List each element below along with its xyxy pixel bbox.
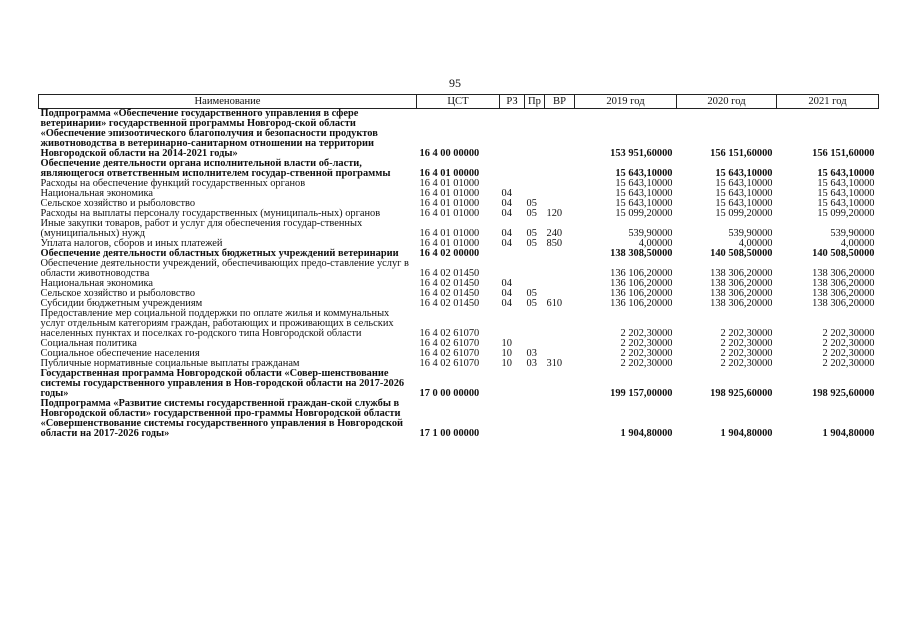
cell-2020: 2 202,30000 — [720, 348, 773, 359]
cell-cst: 16 4 01 01000 — [419, 208, 480, 219]
cell-cst: 16 4 02 00000 — [419, 248, 480, 259]
cell-name: Обеспечение деятельности учреждений, обеспечивающих предо-ставление услуг в области животноводства — [40, 258, 409, 279]
cell-cst: 16 4 02 61070 — [419, 338, 480, 349]
table-row — [39, 259, 879, 279]
cell-rz: 04 — [501, 238, 512, 249]
cell-cst: 16 4 01 01000 — [419, 188, 480, 199]
cell-pr: 05 — [526, 228, 537, 239]
cell-2021: 15 643,10000 — [817, 188, 875, 199]
cell-cst: 17 0 00 00000 — [419, 388, 480, 399]
cell-2021: 2 202,30000 — [822, 328, 875, 339]
cell-2020: 138 306,20000 — [710, 268, 773, 279]
cell-2020: 2 202,30000 — [720, 358, 773, 369]
cell-vr: 610 — [546, 298, 563, 309]
cell-rz — [500, 369, 525, 399]
cell-vr: 240 — [546, 228, 563, 239]
header-vr: ВР — [545, 95, 575, 109]
cell-pr — [525, 259, 545, 279]
cell-pr: 05 — [526, 208, 537, 219]
cell-pr — [525, 159, 545, 179]
header-2020: 2020 год — [677, 95, 777, 109]
cell-cst: 16 4 02 01450 — [419, 278, 480, 289]
cell-name: Уплата налогов, сборов и иных платежей — [40, 238, 223, 249]
table-header-row — [39, 95, 879, 109]
cell-cst: 16 4 01 01000 — [419, 238, 480, 249]
cell-2020: 138 306,20000 — [710, 288, 773, 299]
cell-name: Социальная политика — [40, 338, 137, 349]
cell-vr — [545, 309, 575, 339]
cell-2021: 138 306,20000 — [812, 288, 875, 299]
header-pr: Пр — [525, 95, 545, 109]
header-name: Наименование — [39, 95, 417, 109]
cell-cst: 16 4 01 01000 — [419, 228, 480, 239]
cell-2019: 15 643,10000 — [615, 188, 673, 199]
cell-2019: 15 643,10000 — [615, 198, 673, 209]
cell-2020: 156 151,60000 — [710, 148, 773, 159]
cell-2020: 15 643,10000 — [715, 168, 773, 179]
cell-2021: 156 151,60000 — [812, 148, 875, 159]
cell-cst: 16 4 01 01000 — [419, 198, 480, 209]
cell-2019: 136 106,20000 — [610, 278, 673, 289]
cell-2019: 136 106,20000 — [610, 298, 673, 309]
cell-cst: 16 4 01 00000 — [419, 168, 480, 179]
table-row — [39, 309, 879, 339]
cell-2021: 15 643,10000 — [817, 178, 875, 189]
cell-rz: 04 — [501, 298, 512, 309]
cell-vr — [545, 249, 575, 259]
cell-2021: 198 925,60000 — [812, 388, 875, 399]
cell-name: Сельское хозяйство и рыболовство — [40, 288, 196, 299]
cell-name: Подпрограмма «Развитие системы государственной граждан-ской службы в Новгородской области» государственной про-граммы Новгородской области «Совершенствование системы государственного управления в Новгородской области на 2017-2026 годы» — [40, 398, 403, 439]
cell-2019: 4,00000 — [638, 238, 673, 249]
cell-vr — [545, 399, 575, 439]
cell-name: Публичные нормативные социальные выплаты гражданам — [40, 358, 300, 369]
cell-rz: 04 — [501, 198, 512, 209]
cell-name: Обеспечение деятельности органа исполнительной власти об-ласти, являющегося ответственным исполнителем государ-ственной программы — [40, 158, 391, 179]
cell-2019: 2 202,30000 — [620, 358, 673, 369]
cell-vr — [545, 179, 575, 189]
cell-2021: 2 202,30000 — [822, 358, 875, 369]
cell-2019: 15 643,10000 — [615, 178, 673, 189]
cell-2020: 15 643,10000 — [715, 188, 773, 199]
cell-cst: 16 4 02 01450 — [419, 268, 480, 279]
cell-vr — [545, 339, 575, 349]
cell-2020: 539,90000 — [728, 228, 773, 239]
cell-vr: 850 — [546, 238, 563, 249]
cell-2020: 1 904,80000 — [720, 428, 773, 439]
cell-name: Сельское хозяйство и рыболовство — [40, 198, 196, 209]
cell-2019: 2 202,30000 — [620, 338, 673, 349]
cell-2019: 136 106,20000 — [610, 268, 673, 279]
cell-2019: 153 951,60000 — [610, 148, 673, 159]
cell-2019: 2 202,30000 — [620, 348, 673, 359]
cell-2021: 2 202,30000 — [822, 348, 875, 359]
cell-2021: 539,90000 — [830, 228, 875, 239]
cell-2021: 15 099,20000 — [817, 208, 875, 219]
cell-name: Обеспечение деятельности областных бюджетных учреждений ветеринарии — [40, 248, 399, 259]
cell-pr — [525, 249, 545, 259]
cell-pr — [525, 179, 545, 189]
budget-table — [38, 94, 879, 439]
cell-vr — [545, 279, 575, 289]
cell-vr: 310 — [546, 358, 563, 369]
cell-pr: 05 — [526, 198, 537, 209]
cell-2021: 138 306,20000 — [812, 278, 875, 289]
table-row — [39, 109, 879, 160]
cell-2021: 2 202,30000 — [822, 338, 875, 349]
cell-2021: 15 643,10000 — [817, 168, 875, 179]
cell-cst: 16 4 02 61070 — [419, 348, 480, 359]
cell-name: Расходы на обеспечение функций государственных органов — [40, 178, 306, 189]
cell-rz: 04 — [501, 188, 512, 199]
cell-2019: 199 157,00000 — [610, 388, 673, 399]
cell-2020: 138 306,20000 — [710, 278, 773, 289]
cell-2019: 1 904,80000 — [620, 428, 673, 439]
cell-rz — [500, 159, 525, 179]
cell-vr — [545, 189, 575, 199]
cell-rz: 10 — [501, 338, 512, 349]
cell-vr — [545, 159, 575, 179]
cell-2020: 2 202,30000 — [720, 328, 773, 339]
cell-pr — [525, 309, 545, 339]
cell-rz — [500, 249, 525, 259]
cell-2019: 2 202,30000 — [620, 328, 673, 339]
header-2019: 2019 год — [575, 95, 677, 109]
cell-2020: 15 643,10000 — [715, 178, 773, 189]
cell-2021: 140 508,50000 — [812, 248, 875, 259]
header-2021: 2021 год — [777, 95, 879, 109]
page-number: 95 — [449, 76, 461, 90]
cell-2020: 198 925,60000 — [710, 388, 773, 399]
cell-name: Национальная экономика — [40, 188, 154, 199]
cell-2019: 15 099,20000 — [615, 208, 673, 219]
table-row — [39, 369, 879, 399]
cell-name: Расходы на выплаты персоналу государственных (муниципаль-ных) органов — [40, 208, 381, 219]
cell-pr — [525, 109, 545, 160]
cell-cst: 16 4 01 01000 — [419, 178, 480, 189]
cell-2021: 138 306,20000 — [812, 298, 875, 309]
cell-2019: 136 106,20000 — [610, 288, 673, 299]
cell-vr — [545, 369, 575, 399]
cell-rz — [500, 259, 525, 279]
cell-rz — [500, 309, 525, 339]
cell-pr — [525, 399, 545, 439]
cell-cst: 16 4 02 61070 — [419, 358, 480, 369]
cell-cst: 17 1 00 00000 — [419, 428, 480, 439]
cell-2020: 140 508,50000 — [710, 248, 773, 259]
cell-2020: 15 643,10000 — [715, 198, 773, 209]
cell-2021: 138 306,20000 — [812, 268, 875, 279]
cell-rz: 10 — [501, 358, 512, 369]
cell-name: Государственная программа Новгородской области «Совер-шенствование системы государственного управления в Нов-городской области на 2017-2026 годы» — [40, 368, 405, 399]
cell-pr: 03 — [526, 358, 537, 369]
table-row — [39, 159, 879, 179]
cell-2020: 4,00000 — [738, 238, 773, 249]
cell-rz — [500, 109, 525, 160]
cell-rz: 04 — [501, 288, 512, 299]
cell-pr: 05 — [526, 298, 537, 309]
table-row — [39, 399, 879, 439]
cell-rz: 04 — [501, 208, 512, 219]
cell-name: Субсидии бюджетным учреждениям — [40, 298, 203, 309]
cell-name: Социальное обеспечение населения — [40, 348, 200, 359]
cell-vr: 120 — [546, 208, 563, 219]
cell-pr — [525, 369, 545, 399]
cell-2021: 15 643,10000 — [817, 198, 875, 209]
header-rz: РЗ — [500, 95, 525, 109]
cell-cst: 16 4 00 00000 — [419, 148, 480, 159]
cell-2020: 138 306,20000 — [710, 298, 773, 309]
header-cst: ЦСТ — [417, 95, 500, 109]
cell-name: Иные закупки товаров, работ и услуг для обеспечения государ-ственных (муниципальных) нужд — [40, 218, 363, 239]
cell-2019: 138 308,50000 — [610, 248, 673, 259]
cell-cst: 16 4 02 01450 — [419, 298, 480, 309]
cell-name: Подпрограмма «Обеспечение государственного управления в сфере ветеринарии» государственной программы Новгород-ской области «Обеспечение эпизоотического благополучия и безопасности продуктов животноводства в ветеринарно-санитарном отношении на территории Новгородской области на 2014-2021 годы» — [40, 108, 378, 159]
cell-name: Предоставление мер социальной поддержки по оплате жилья и коммунальных услуг отдельным категориям граждан, работающих и проживающих в сельских населенных пунктах и поселках го-родского типа Новгородской области — [40, 308, 394, 339]
cell-pr: 05 — [526, 238, 537, 249]
cell-2019: 539,90000 — [628, 228, 673, 239]
cell-rz — [500, 399, 525, 439]
cell-2020: 15 099,20000 — [715, 208, 773, 219]
table-row — [39, 219, 879, 239]
cell-rz: 04 — [501, 228, 512, 239]
cell-pr: 05 — [526, 288, 537, 299]
cell-2019: 15 643,10000 — [615, 168, 673, 179]
cell-rz: 10 — [501, 348, 512, 359]
cell-rz: 04 — [501, 278, 512, 289]
cell-cst: 16 4 02 01450 — [419, 288, 480, 299]
cell-pr: 03 — [526, 348, 537, 359]
cell-vr — [545, 259, 575, 279]
cell-cst: 16 4 02 61070 — [419, 328, 480, 339]
cell-vr — [545, 109, 575, 160]
cell-2021: 1 904,80000 — [822, 428, 875, 439]
cell-2020: 2 202,30000 — [720, 338, 773, 349]
cell-2021: 4,00000 — [840, 238, 875, 249]
cell-name: Национальная экономика — [40, 278, 154, 289]
